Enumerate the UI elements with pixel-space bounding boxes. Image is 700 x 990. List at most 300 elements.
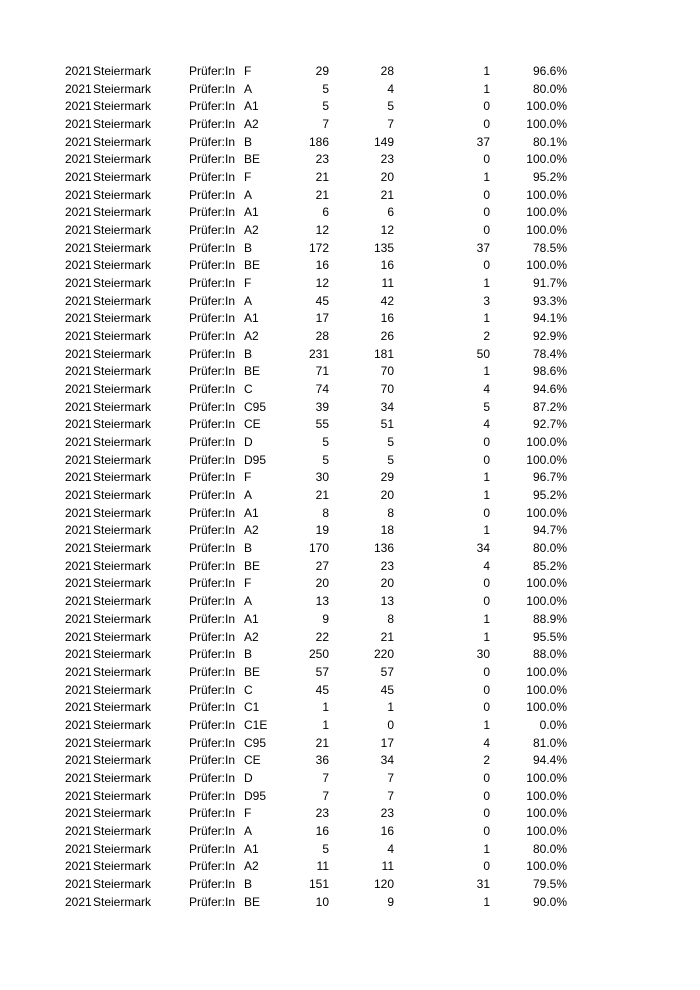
table-row [0, 575, 700, 593]
total-count-cell: 16 [315, 258, 329, 273]
total-count-cell: 21 [315, 735, 329, 750]
region-cell: Steiermark [93, 258, 152, 273]
region-cell: Steiermark [93, 611, 152, 626]
region-cell: Steiermark [93, 417, 152, 432]
pass-rate-cell: 88.0% [532, 647, 567, 662]
role-cell: Prüfer:In [189, 629, 236, 644]
pass-rate-cell: 88.9% [532, 611, 567, 626]
passed-count-cell: 7 [387, 117, 394, 132]
license-class-cell: F [244, 576, 252, 591]
failed-count-cell: 0 [483, 682, 490, 697]
failed-count-cell: 1 [483, 311, 490, 326]
failed-count-cell: 1 [483, 81, 490, 96]
role-cell: Prüfer:In [189, 240, 236, 255]
passed-count-cell: 18 [380, 523, 394, 538]
license-class-cell: D [244, 770, 253, 785]
table-row [0, 222, 700, 240]
region-cell: Steiermark [93, 664, 152, 679]
failed-count-cell: 1 [483, 64, 490, 78]
passed-count-cell: 9 [387, 894, 394, 909]
role-cell: Prüfer:In [189, 399, 236, 414]
region-cell: Steiermark [93, 64, 152, 78]
failed-count-cell: 0 [483, 806, 490, 821]
region-cell: Steiermark [93, 240, 152, 255]
pass-rate-cell: 92.9% [532, 329, 567, 344]
year-cell: 2021 [65, 64, 92, 78]
year-cell: 2021 [65, 576, 92, 591]
failed-count-cell: 1 [483, 470, 490, 485]
total-count-cell: 5 [322, 452, 329, 467]
year-cell: 2021 [65, 841, 92, 856]
year-cell: 2021 [65, 611, 92, 626]
total-count-cell: 5 [322, 99, 329, 114]
pass-rate-cell: 94.1% [532, 311, 567, 326]
role-cell: Prüfer:In [189, 293, 236, 308]
region-cell: Steiermark [93, 753, 152, 768]
total-count-cell: 7 [322, 770, 329, 785]
region-cell: Steiermark [93, 99, 152, 114]
role-cell: Prüfer:In [189, 576, 236, 591]
passed-count-cell: 16 [380, 823, 394, 838]
total-count-cell: 5 [322, 81, 329, 96]
license-class-cell: A1 [244, 311, 259, 326]
total-count-cell: 36 [315, 753, 329, 768]
role-cell: Prüfer:In [189, 611, 236, 626]
passed-count-cell: 23 [380, 152, 394, 167]
table-row [0, 540, 700, 558]
region-cell: Steiermark [93, 311, 152, 326]
region-cell: Steiermark [93, 576, 152, 591]
region-cell: Steiermark [93, 134, 152, 149]
pass-rate-cell: 78.5% [532, 240, 567, 255]
table-row [0, 593, 700, 611]
failed-count-cell: 1 [483, 170, 490, 185]
pass-rate-cell: 95.5% [532, 629, 567, 644]
license-class-cell: CE [244, 417, 261, 432]
year-cell: 2021 [65, 647, 92, 662]
pass-rate-cell: 100.0% [526, 788, 567, 803]
passed-count-cell: 17 [380, 735, 394, 750]
table-row [0, 257, 700, 275]
year-cell: 2021 [65, 293, 92, 308]
table-row [0, 894, 700, 912]
region-cell: Steiermark [93, 894, 152, 909]
role-cell: Prüfer:In [189, 717, 236, 732]
region-cell: Steiermark [93, 170, 152, 185]
license-class-cell: BE [244, 258, 261, 273]
table-row [0, 770, 700, 788]
region-cell: Steiermark [93, 276, 152, 291]
total-count-cell: 5 [322, 435, 329, 450]
passed-count-cell: 181 [373, 346, 394, 361]
role-cell: Prüfer:In [189, 417, 236, 432]
table-row [0, 381, 700, 399]
year-cell: 2021 [65, 117, 92, 132]
role-cell: Prüfer:In [189, 205, 236, 220]
failed-count-cell: 1 [483, 276, 490, 291]
license-class-cell: BE [244, 364, 261, 379]
passed-count-cell: 11 [381, 276, 394, 291]
year-cell: 2021 [65, 258, 92, 273]
failed-count-cell: 0 [483, 258, 490, 273]
region-cell: Steiermark [93, 876, 152, 891]
year-cell: 2021 [65, 170, 92, 185]
license-class-cell: A1 [244, 205, 259, 220]
passed-count-cell: 42 [380, 293, 394, 308]
license-class-cell: A1 [244, 841, 259, 856]
failed-count-cell: 0 [483, 594, 490, 609]
passed-count-cell: 135 [373, 240, 394, 255]
passed-count-cell: 23 [380, 806, 394, 821]
license-class-cell: A1 [244, 99, 259, 114]
failed-count-cell: 0 [483, 117, 490, 132]
license-class-cell: A1 [244, 505, 259, 520]
region-cell: Steiermark [93, 594, 152, 609]
failed-count-cell: 4 [483, 382, 490, 397]
failed-count-cell: 0 [483, 187, 490, 202]
role-cell: Prüfer:In [189, 505, 236, 520]
pass-rate-cell: 100.0% [526, 223, 567, 238]
year-cell: 2021 [65, 717, 92, 732]
passed-count-cell: 21 [380, 187, 394, 202]
pass-rate-cell: 94.6% [532, 382, 567, 397]
year-cell: 2021 [65, 700, 92, 715]
table-row [0, 646, 700, 664]
passed-count-cell: 34 [380, 399, 394, 414]
license-class-cell: CE [244, 753, 261, 768]
pass-rate-cell: 94.4% [532, 753, 567, 768]
total-count-cell: 28 [315, 329, 329, 344]
total-count-cell: 9 [322, 611, 329, 626]
year-cell: 2021 [65, 505, 92, 520]
total-count-cell: 45 [315, 682, 329, 697]
total-count-cell: 19 [315, 523, 329, 538]
passed-count-cell: 6 [387, 205, 394, 220]
region-cell: Steiermark [93, 205, 152, 220]
table-row [0, 240, 700, 258]
total-count-cell: 231 [308, 346, 329, 361]
pass-rate-cell: 96.7% [532, 470, 567, 485]
role-cell: Prüfer:In [189, 134, 236, 149]
year-cell: 2021 [65, 558, 92, 573]
pass-rate-cell: 81.0% [532, 735, 567, 750]
failed-count-cell: 0 [483, 505, 490, 520]
total-count-cell: 170 [308, 541, 329, 556]
pass-rate-cell: 100.0% [526, 700, 567, 715]
license-class-cell: A [244, 187, 253, 202]
total-count-cell: 1 [322, 717, 329, 732]
passed-count-cell: 120 [373, 876, 394, 891]
year-cell: 2021 [65, 152, 92, 167]
table-row [0, 346, 700, 364]
role-cell: Prüfer:In [189, 753, 236, 768]
role-cell: Prüfer:In [189, 594, 236, 609]
license-class-cell: C [244, 682, 253, 697]
table-row [0, 151, 700, 169]
passed-count-cell: 149 [373, 134, 394, 149]
table-row [0, 310, 700, 328]
role-cell: Prüfer:In [189, 187, 236, 202]
pass-rate-cell: 100.0% [526, 664, 567, 679]
failed-count-cell: 5 [483, 399, 490, 414]
failed-count-cell: 1 [483, 841, 490, 856]
license-class-cell: D [244, 435, 253, 450]
year-cell: 2021 [65, 311, 92, 326]
passed-count-cell: 12 [380, 223, 394, 238]
pass-rate-cell: 100.0% [526, 594, 567, 609]
failed-count-cell: 31 [476, 876, 490, 891]
pass-rate-cell: 80.0% [532, 841, 567, 856]
passed-count-cell: 21 [380, 629, 394, 644]
passed-count-cell: 70 [380, 382, 394, 397]
license-class-cell: A2 [244, 329, 259, 344]
region-cell: Steiermark [93, 735, 152, 750]
total-count-cell: 7 [322, 788, 329, 803]
year-cell: 2021 [65, 240, 92, 255]
pass-rate-cell: 91.7% [532, 276, 567, 291]
role-cell: Prüfer:In [189, 488, 236, 503]
license-class-cell: B [244, 541, 253, 556]
license-class-cell: BE [244, 664, 261, 679]
role-cell: Prüfer:In [189, 435, 236, 450]
year-cell: 2021 [65, 753, 92, 768]
year-cell: 2021 [65, 523, 92, 538]
table-row [0, 363, 700, 381]
year-cell: 2021 [65, 346, 92, 361]
pass-rate-cell: 100.0% [526, 258, 567, 273]
passed-count-cell: 7 [387, 770, 394, 785]
license-class-cell: B [244, 647, 253, 662]
total-count-cell: 29 [315, 64, 329, 78]
failed-count-cell: 0 [483, 452, 490, 467]
pass-rate-cell: 78.4% [532, 346, 567, 361]
region-cell: Steiermark [93, 435, 152, 450]
pass-rate-cell: 0.0% [539, 717, 567, 732]
year-cell: 2021 [65, 223, 92, 238]
region-cell: Steiermark [93, 823, 152, 838]
passed-count-cell: 4 [387, 841, 394, 856]
license-class-cell: F [244, 470, 252, 485]
passed-count-cell: 8 [387, 611, 394, 626]
total-count-cell: 12 [315, 276, 329, 291]
failed-count-cell: 0 [483, 700, 490, 715]
table-row [0, 98, 700, 116]
passed-count-cell: 70 [380, 364, 394, 379]
total-count-cell: 6 [322, 205, 329, 220]
passed-count-cell: 4 [387, 81, 394, 96]
failed-count-cell: 34 [476, 541, 490, 556]
failed-count-cell: 1 [483, 488, 490, 503]
pass-rate-cell: 80.1% [532, 134, 567, 149]
failed-count-cell: 0 [483, 223, 490, 238]
year-cell: 2021 [65, 470, 92, 485]
role-cell: Prüfer:In [189, 541, 236, 556]
table-row [0, 788, 700, 806]
passed-count-cell: 11 [381, 859, 394, 874]
passed-count-cell: 5 [387, 99, 394, 114]
failed-count-cell: 0 [483, 859, 490, 874]
license-class-cell: A2 [244, 117, 259, 132]
region-cell: Steiermark [93, 329, 152, 344]
total-count-cell: 74 [315, 382, 329, 397]
table-row [0, 434, 700, 452]
total-count-cell: 7 [322, 117, 329, 132]
total-count-cell: 12 [315, 223, 329, 238]
passed-count-cell: 23 [380, 558, 394, 573]
total-count-cell: 21 [315, 170, 329, 185]
total-count-cell: 8 [322, 505, 329, 520]
license-class-cell: A [244, 293, 253, 308]
region-cell: Steiermark [93, 629, 152, 644]
role-cell: Prüfer:In [189, 806, 236, 821]
table-row [0, 187, 700, 205]
passed-count-cell: 1 [387, 700, 394, 715]
total-count-cell: 55 [315, 417, 329, 432]
role-cell: Prüfer:In [189, 99, 236, 114]
passed-count-cell: 57 [380, 664, 394, 679]
region-cell: Steiermark [93, 117, 152, 132]
failed-count-cell: 4 [483, 417, 490, 432]
failed-count-cell: 0 [483, 770, 490, 785]
role-cell: Prüfer:In [189, 859, 236, 874]
region-cell: Steiermark [93, 647, 152, 662]
total-count-cell: 20 [315, 576, 329, 591]
license-class-cell: D95 [244, 788, 267, 803]
total-count-cell: 11 [316, 859, 329, 874]
region-cell: Steiermark [93, 523, 152, 538]
license-class-cell: A2 [244, 523, 259, 538]
table-row [0, 469, 700, 487]
region-cell: Steiermark [93, 488, 152, 503]
year-cell: 2021 [65, 682, 92, 697]
total-count-cell: 10 [315, 894, 329, 909]
year-cell: 2021 [65, 417, 92, 432]
region-cell: Steiermark [93, 187, 152, 202]
pass-rate-cell: 100.0% [526, 99, 567, 114]
failed-count-cell: 30 [476, 647, 490, 662]
role-cell: Prüfer:In [189, 258, 236, 273]
region-cell: Steiermark [93, 770, 152, 785]
role-cell: Prüfer:In [189, 311, 236, 326]
pass-rate-cell: 100.0% [526, 682, 567, 697]
failed-count-cell: 2 [483, 329, 490, 344]
year-cell: 2021 [65, 664, 92, 679]
failed-count-cell: 1 [483, 629, 490, 644]
total-count-cell: 30 [315, 470, 329, 485]
role-cell: Prüfer:In [189, 558, 236, 573]
passed-count-cell: 13 [380, 594, 394, 609]
passed-count-cell: 5 [387, 435, 394, 450]
pass-rate-cell: 100.0% [526, 576, 567, 591]
region-cell: Steiermark [93, 382, 152, 397]
passed-count-cell: 7 [387, 788, 394, 803]
table-row [0, 487, 700, 505]
license-class-cell: BE [244, 152, 261, 167]
pass-rate-cell: 94.7% [532, 523, 567, 538]
pass-rate-cell: 87.2% [532, 399, 567, 414]
table-row [0, 752, 700, 770]
year-cell: 2021 [65, 629, 92, 644]
table-row [0, 63, 700, 81]
pass-rate-cell: 100.0% [526, 152, 567, 167]
license-class-cell: F [244, 170, 252, 185]
year-cell: 2021 [65, 99, 92, 114]
role-cell: Prüfer:In [189, 117, 236, 132]
total-count-cell: 39 [315, 399, 329, 414]
pass-rate-cell: 100.0% [526, 806, 567, 821]
license-class-cell: B [244, 876, 253, 891]
year-cell: 2021 [65, 452, 92, 467]
pass-rate-cell: 80.0% [532, 541, 567, 556]
failed-count-cell: 0 [483, 664, 490, 679]
region-cell: Steiermark [93, 81, 152, 96]
role-cell: Prüfer:In [189, 152, 236, 167]
table-row [0, 876, 700, 894]
passed-count-cell: 29 [380, 470, 394, 485]
pass-rate-cell: 100.0% [526, 859, 567, 874]
failed-count-cell: 1 [483, 611, 490, 626]
failed-count-cell: 0 [483, 205, 490, 220]
failed-count-cell: 37 [476, 134, 490, 149]
failed-count-cell: 0 [483, 152, 490, 167]
table-row [0, 699, 700, 717]
total-count-cell: 23 [315, 806, 329, 821]
role-cell: Prüfer:In [189, 364, 236, 379]
pass-rate-cell: 90.0% [532, 894, 567, 909]
total-count-cell: 13 [315, 594, 329, 609]
total-count-cell: 172 [308, 240, 329, 255]
pass-rate-cell: 95.2% [532, 488, 567, 503]
pass-rate-cell: 98.6% [532, 364, 567, 379]
table-row [0, 169, 700, 187]
region-cell: Steiermark [93, 541, 152, 556]
pass-rate-cell: 100.0% [526, 117, 567, 132]
total-count-cell: 151 [308, 876, 329, 891]
region-cell: Steiermark [93, 364, 152, 379]
passed-count-cell: 16 [380, 311, 394, 326]
region-cell: Steiermark [93, 558, 152, 573]
license-class-cell: A [244, 823, 253, 838]
license-class-cell: BE [244, 894, 261, 909]
role-cell: Prüfer:In [189, 841, 236, 856]
license-class-cell: A2 [244, 223, 259, 238]
failed-count-cell: 1 [483, 364, 490, 379]
table-row [0, 682, 700, 700]
year-cell: 2021 [65, 541, 92, 556]
total-count-cell: 250 [308, 647, 329, 662]
year-cell: 2021 [65, 399, 92, 414]
table-row [0, 134, 700, 152]
total-count-cell: 71 [315, 364, 329, 379]
year-cell: 2021 [65, 876, 92, 891]
role-cell: Prüfer:In [189, 64, 236, 78]
passed-count-cell: 34 [380, 753, 394, 768]
failed-count-cell: 0 [483, 99, 490, 114]
role-cell: Prüfer:In [189, 770, 236, 785]
table-row [0, 452, 700, 470]
year-cell: 2021 [65, 788, 92, 803]
table-row [0, 204, 700, 222]
role-cell: Prüfer:In [189, 170, 236, 185]
license-class-cell: B [244, 240, 253, 255]
total-count-cell: 17 [315, 311, 329, 326]
year-cell: 2021 [65, 859, 92, 874]
total-count-cell: 57 [315, 664, 329, 679]
role-cell: Prüfer:In [189, 700, 236, 715]
table-row [0, 328, 700, 346]
region-cell: Steiermark [93, 399, 152, 414]
license-class-cell: A1 [244, 611, 259, 626]
